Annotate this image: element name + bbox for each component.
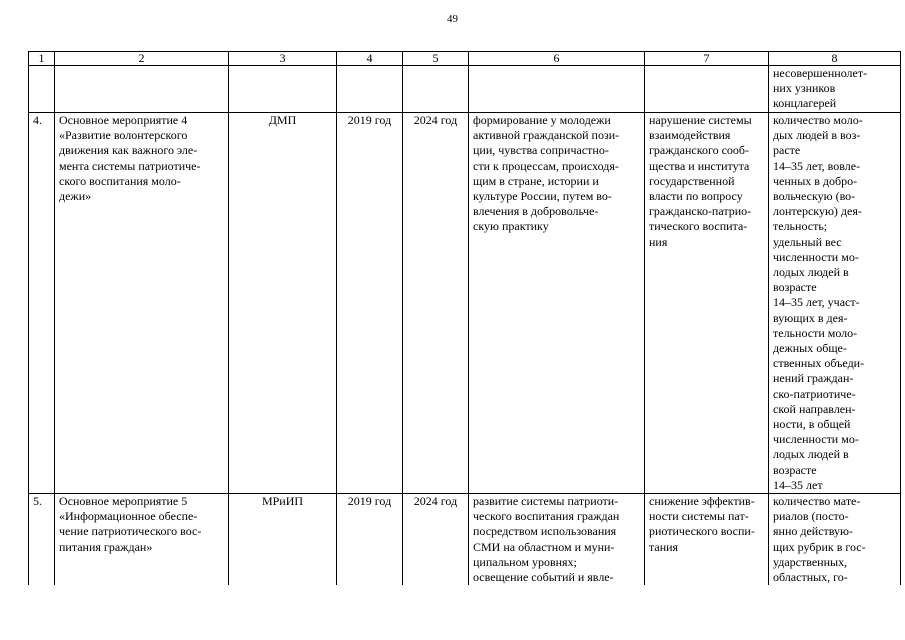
cell-empty	[337, 66, 403, 113]
cell-number: 5.	[29, 494, 55, 586]
header-col-5: 5	[403, 52, 469, 66]
cell-expected-result: формирование у молодежи активной гражданской пози- ции, чувства сопричастно- сти к процессам, происходя- щим в стране, истории и культуре России, путем во- влечения в добровольче- скую практику	[469, 113, 645, 494]
cell-number: 4.	[29, 113, 55, 494]
cell-indicator: несовершеннолет- них узников концлагерей	[769, 66, 901, 113]
header-row	[29, 52, 901, 66]
cell-executor: МРиИП	[229, 494, 337, 586]
cell-empty	[645, 66, 769, 113]
table-row	[29, 494, 901, 586]
header-col-4: 4	[337, 52, 403, 66]
header-col-6: 6	[469, 52, 645, 66]
cell-expected-result: развитие системы патриоти- ческого воспитания граждан посредством использования СМИ на областном и муни- ципальном уровнях; освещение событий и явле-	[469, 494, 645, 586]
cell-indicator: количество моло- дых людей в воз- расте 14–35 лет, вовле- ченных в добро- вольческую (во- лонтерскую) дея- тельность; удельный вес численности мо- лодых людей в возрасте 14–35 лет, участ- вующих в дея- тельности моло- дежных обще- ственных объеди- нений граждан- ско-патриотиче- ской направлен- ности, в общей численности мо- лодых людей в возрасте 14–35 лет	[769, 113, 901, 494]
header-col-1: 1	[29, 52, 55, 66]
cell-indicator: количество мате- риалов (посто- янно действую- щих рубрик в гос- ударственных, областных, го-	[769, 494, 901, 586]
cell-consequence: нарушение системы взаимодействия гражданского сооб- щества и института государственной власти по вопросу гражданско-патрио- тического воспита- ния	[645, 113, 769, 494]
cell-empty	[229, 66, 337, 113]
cell-start-year: 2019 год	[337, 113, 403, 494]
cell-measure: Основное мероприятие 4 «Развитие волонтерского движения как важного эле- мента системы патриотиче- ского воспитания моло- дежи»	[55, 113, 229, 494]
cell-end-year: 2024 год	[403, 494, 469, 586]
cell-empty	[29, 66, 55, 113]
cell-consequence: снижение эффектив- ности системы пат- риотического воспи- тания	[645, 494, 769, 586]
cell-empty	[469, 66, 645, 113]
table-row-continuation	[29, 66, 901, 113]
program-measures-table	[28, 51, 901, 585]
table-row	[29, 113, 901, 494]
cell-end-year: 2024 год	[403, 113, 469, 494]
cell-measure: Основное мероприятие 5 «Информационное обеспе- чение патриотического вос- питания граждан»	[55, 494, 229, 586]
header-col-3: 3	[229, 52, 337, 66]
cell-empty	[403, 66, 469, 113]
page-number: 49	[447, 13, 458, 25]
cell-executor: ДМП	[229, 113, 337, 494]
cell-empty	[55, 66, 229, 113]
cell-start-year: 2019 год	[337, 494, 403, 586]
header-col-2: 2	[55, 52, 229, 66]
header-col-7: 7	[645, 52, 769, 66]
header-col-8: 8	[769, 52, 901, 66]
